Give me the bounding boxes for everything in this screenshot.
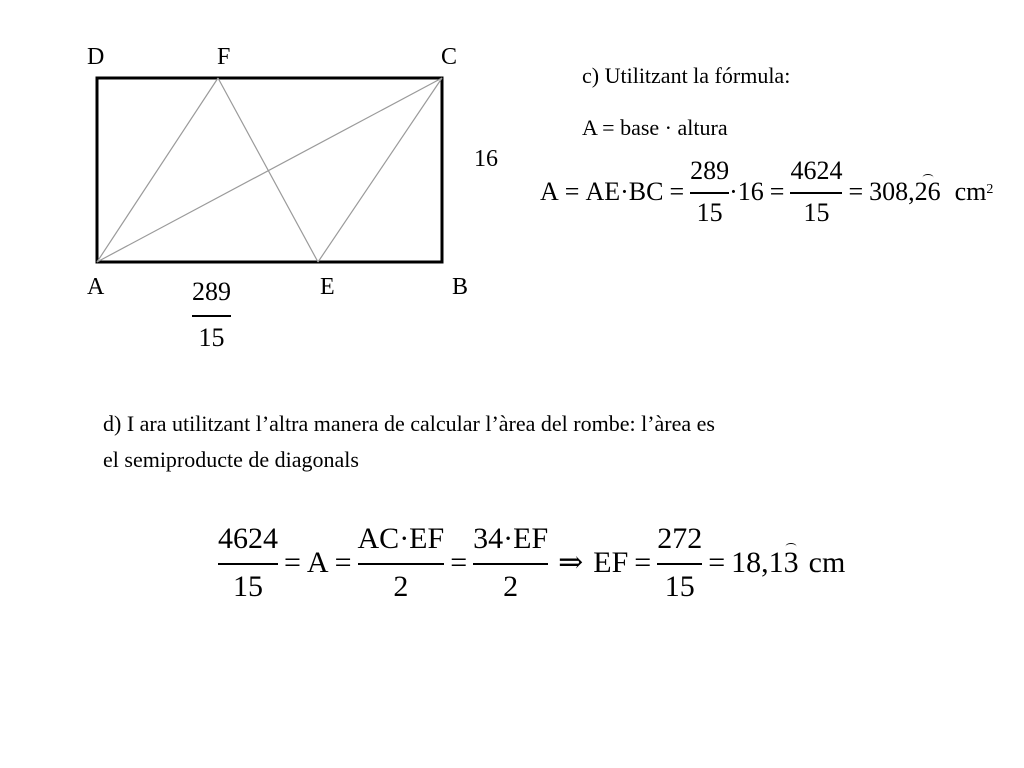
equals-sign: = [669, 176, 685, 206]
part-d-line-1: d) I ara utilitzant l’altra manera de calcular l’àrea del rombe: l’àrea es [103, 411, 715, 436]
fraction-34-ef-2 [473, 524, 548, 602]
fraction-denominator: 2 [393, 569, 409, 603]
part-c-formula: A = base · altura [582, 115, 728, 140]
fraction-numerator: 289 [690, 156, 730, 185]
result-repeating-digits: 26 [914, 176, 941, 206]
eq-term-ae-bc: AE·BC [585, 176, 664, 206]
fraction-bar [358, 563, 445, 565]
fraction-numerator: AC·EF [357, 522, 445, 555]
fraction-bar [790, 192, 842, 194]
fraction-bar [218, 563, 278, 565]
fraction-denominator: 15 [233, 569, 263, 603]
eq-term-a: A [540, 176, 559, 206]
unit-exponent: 2 [986, 182, 994, 197]
fraction-bar [657, 563, 702, 565]
part-c-equation [540, 158, 993, 226]
fraction-289-15 [690, 158, 729, 226]
eq-term-a: A [306, 545, 329, 579]
fraction-numerator: 4624 [790, 156, 843, 185]
vertex-label-c: C [441, 44, 458, 70]
fraction-denominator: 15 [664, 569, 695, 603]
vertex-label-a: A [87, 274, 105, 300]
result-unit: cm [808, 545, 846, 579]
vertex-label-f: F [217, 44, 231, 70]
part-d-equation [218, 524, 845, 602]
eq-term-times-16: ·16 [729, 176, 764, 206]
equals-sign: = [708, 545, 726, 579]
fraction-bar [690, 192, 729, 194]
fraction-4624-15 [218, 524, 278, 602]
fraction-denominator: 15 [198, 322, 225, 352]
fraction-numerator: 272 [657, 522, 703, 555]
result-repeating-digits: 3 [783, 545, 799, 579]
base-fraction [192, 279, 231, 351]
implies-arrow-icon: ⇒ [558, 546, 584, 580]
result-unit: cm [954, 176, 987, 206]
equals-sign: = [564, 176, 580, 206]
equals-sign: = [634, 545, 652, 579]
equals-sign: = [334, 545, 352, 579]
result-integer-part: 308, [869, 176, 915, 206]
segment-fe [218, 78, 318, 262]
fraction-4624-15 [790, 158, 842, 226]
equals-sign: = [848, 176, 864, 206]
equals-sign: = [769, 176, 785, 206]
equals-sign: = [450, 545, 468, 579]
fraction-bar [473, 563, 548, 565]
vertex-label-b: B [452, 274, 469, 300]
result-integer-part: 18,1 [731, 545, 784, 579]
side-length-label: 16 [474, 146, 498, 172]
diagonal-ac [97, 78, 442, 262]
eq-term-ef: EF [593, 545, 629, 579]
part-d-line-2: el semiproducte de diagonals [103, 447, 359, 472]
fraction-denominator: 15 [696, 197, 723, 227]
vertex-label-d: D [87, 44, 105, 70]
fraction-numerator: 4624 [218, 522, 278, 555]
fraction-ac-ef-2 [358, 524, 445, 602]
fraction-bar [192, 315, 231, 317]
fraction-denominator: 15 [803, 197, 830, 227]
segment-af [97, 78, 218, 262]
fraction-numerator: 34·EF [473, 522, 549, 555]
vertex-label-e: E [320, 274, 335, 300]
fraction-denominator: 2 [503, 569, 519, 603]
fraction-numerator: 289 [192, 277, 231, 306]
equals-sign: = [284, 545, 301, 579]
segment-ec [318, 78, 442, 262]
fraction-272-15 [657, 524, 702, 602]
part-c-title: c) Utilitzant la fórmula: [582, 63, 791, 88]
